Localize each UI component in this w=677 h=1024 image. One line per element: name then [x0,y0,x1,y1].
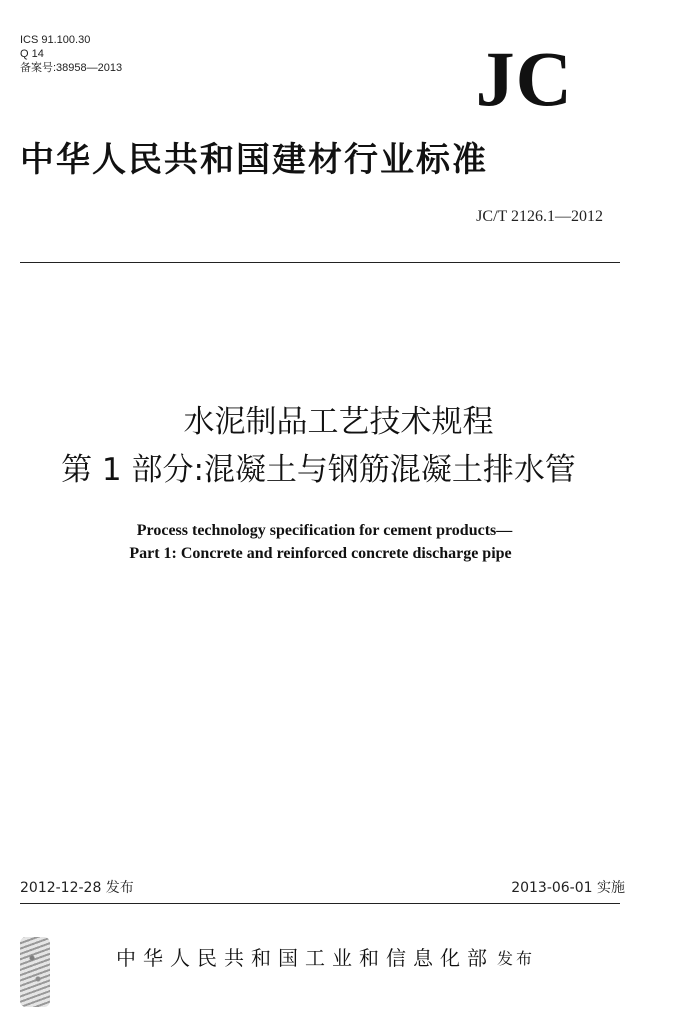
standard-number: JC/T 2126.1—2012 [476,208,603,225]
jc-logo: JC [475,35,573,122]
bottom-divider [20,903,620,904]
ics-code: ICS 91.100.30 [20,34,91,46]
industry-standard-title: 中华人民共和国建材行业标准 [20,140,488,180]
chinese-title-line-2: 第 1 部分:混凝土与钢筋混凝土排水管 [61,452,576,488]
chinese-title-line-1: 水泥制品工艺技术规程 [183,404,494,440]
implementation-date: 2013-06-01 实施 [511,880,625,896]
english-title-line-1: Process technology specification for cement products— [136,522,513,539]
filing-number: 备案号:38958—2013 [20,62,123,74]
issue-date: 2012-12-28 发布 [20,880,134,896]
stamp-mark [20,937,50,1007]
category-code: Q 14 [20,48,44,60]
publish-label: 发布 [497,949,536,968]
english-title-line-2: Part 1: Concrete and reinforced concrete discharge pipe [129,545,512,562]
issuing-ministry: 中华人民共和国工业和信息化部 [116,946,494,970]
top-divider [20,262,620,263]
